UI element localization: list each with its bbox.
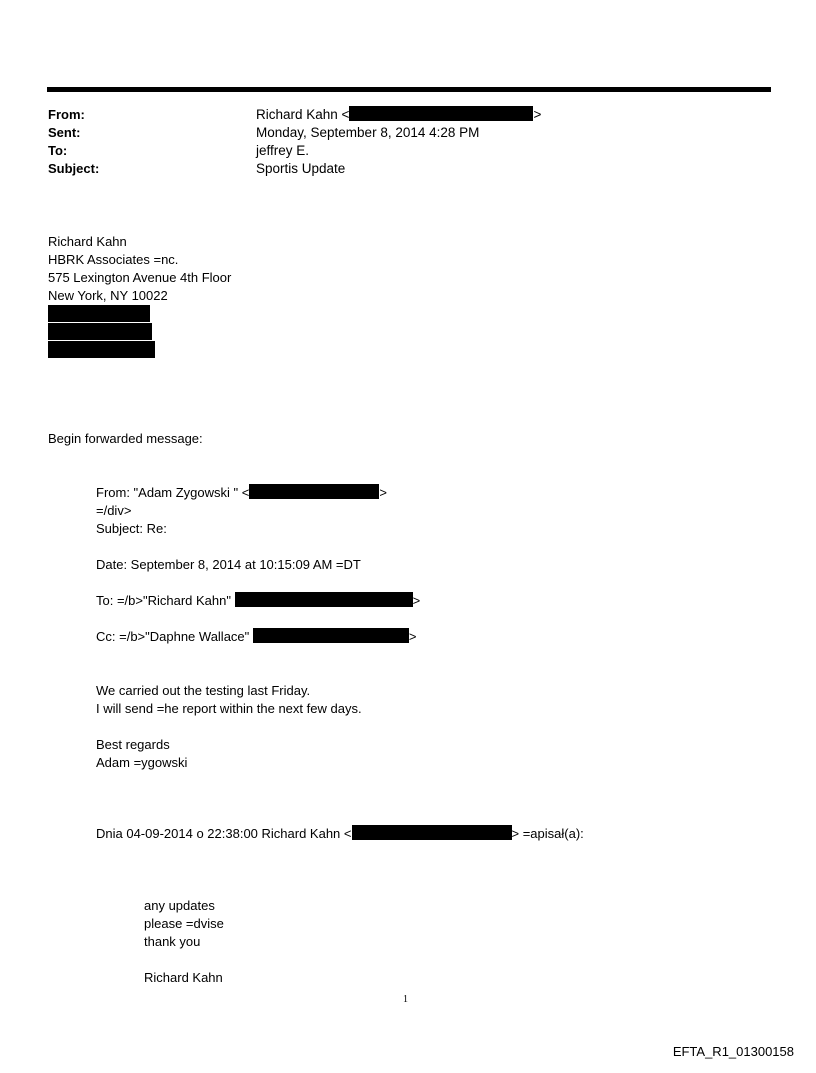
fwd-div-close: =/div>: [96, 503, 132, 518]
fwd-closing1: Best regards: [96, 737, 170, 752]
fwd-body-line2: I will send =he report within the next few days.: [96, 701, 362, 716]
redaction-bar: [352, 825, 512, 840]
fwd-from-suffix: >: [379, 485, 387, 500]
fwd-to-line: [96, 592, 420, 610]
signature-address1: 575 Lexington Avenue 4th Floor: [48, 270, 232, 285]
fwd-cc-line: [96, 628, 417, 646]
header-rule: [47, 87, 771, 92]
redaction-bar: [235, 592, 413, 607]
quoted-attribution-prefix: Dnia 04-09-2014 o 22:38:00 Richard Kahn <: [96, 826, 352, 841]
quoted-line1: any updates: [144, 898, 215, 913]
from-value-suffix: >: [533, 107, 542, 122]
to-value: jeffrey E.: [256, 143, 310, 158]
fwd-from-line: [96, 484, 387, 502]
signature-address2: New York, NY 10022: [48, 288, 168, 303]
quoted-line2: please =dvise: [144, 916, 224, 931]
to-label: To:: [48, 143, 68, 158]
signature-name: Richard Kahn: [48, 234, 127, 249]
sent-label: Sent:: [48, 125, 81, 140]
forward-intro: Begin forwarded message:: [48, 431, 203, 446]
subject-value: Sportis Update: [256, 161, 346, 176]
subject-label: Subject:: [48, 161, 100, 176]
fwd-to-prefix: To: =/b>"Richard Kahn": [96, 593, 231, 608]
quoted-attribution-suffix: > =apisał(a):: [511, 826, 584, 841]
fwd-date: Date: September 8, 2014 at 10:15:09 AM =DT: [96, 557, 361, 572]
redaction-bar: [249, 484, 379, 499]
quoted-signature: Richard Kahn: [144, 970, 223, 985]
from-label: From:: [48, 107, 85, 122]
redaction-bar: [48, 305, 150, 322]
fwd-to-suffix: >: [412, 593, 421, 608]
redaction-bar: [48, 323, 152, 340]
redaction-bar: [48, 341, 155, 358]
redaction-bar: [349, 106, 533, 121]
page-number: 1: [403, 994, 408, 1005]
fwd-from-prefix: From: "Adam Zygowski " <: [96, 485, 250, 500]
signature-company: HBRK Associates =nc.: [48, 252, 179, 267]
fwd-closing2: Adam =ygowski: [96, 755, 188, 770]
from-value-prefix: Richard Kahn <: [256, 107, 350, 122]
sent-value: Monday, September 8, 2014 4:28 PM: [256, 125, 480, 140]
quoted-line3: thank you: [144, 934, 201, 949]
redaction-bar: [253, 628, 409, 643]
bates-number: EFTA_R1_01300158: [672, 1044, 794, 1059]
quoted-attribution: [96, 825, 584, 843]
from-value: [256, 106, 541, 124]
fwd-cc-suffix: >: [408, 629, 417, 644]
fwd-cc-prefix: Cc: =/b>"Daphne Wallace": [96, 629, 250, 644]
fwd-body-line1: We carried out the testing last Friday.: [96, 683, 311, 698]
fwd-subject: Subject: Re:: [96, 521, 167, 536]
